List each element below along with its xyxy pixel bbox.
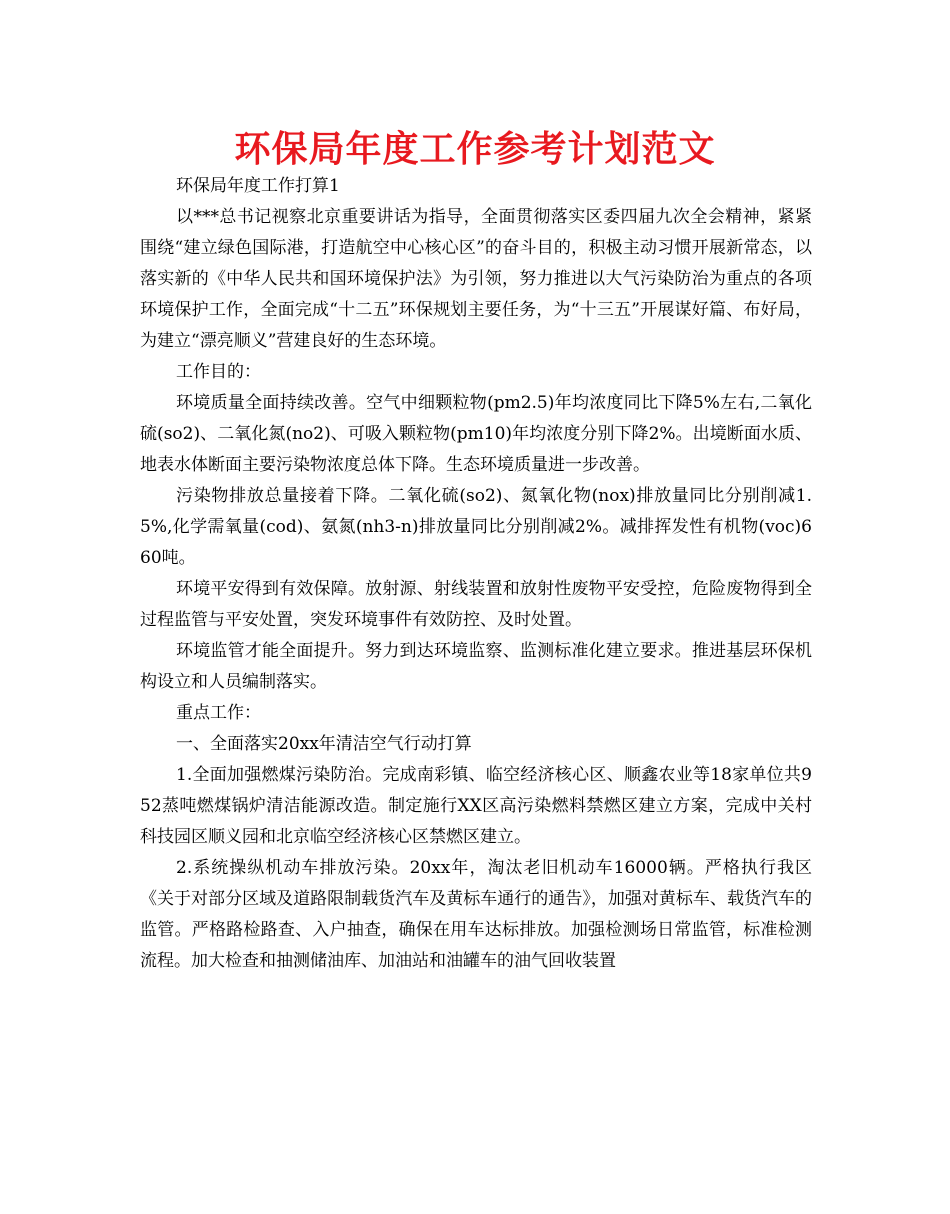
paragraph-3: 工作目的： [176,362,261,382]
document-body [140,171,812,977]
paragraph-11: 2.系统操纵机动车排放污染。20xx年，淘汰老旧机动车16000辆。严格执行我区《关于对部分区域及道路限制载货汽车及黄标车通行的通告》，加强对黄标车、载货汽车的监管。严格路检路查、入户抽查，确保在用车达标排放。加强检测场日常监管，标准检测流程。加大检查和抽测储油库、加油站和油罐车的油气回收装置 [140,858,812,971]
paragraph-2: 以***总书记视察北京重要讲话为指导，全面贯彻落实区委四届九次全会精神，紧紧围绕“建立绿色国际港，打造航空中心核心区”的奋斗目的，积极主动习惯开展新常态，以落实新的《中华人民共和国环境保护法》为引领，努力推进以大气污染防治为重点的各项环境保护工作，全面完成“十二五”环保规划主要任务，为“十三五”开展谋好篇、布好局，为建立“漂亮顺义”营建良好的生态环境。 [140,207,812,351]
paragraph-1: 环保局年度工作打算1 [176,176,340,196]
paragraph-5: 污染物排放总量接着下降。二氧化硫(so2)、氮氧化物(nox)排放量同比分别削减1.5%,化学需氧量(cod)、氨氮(nh3-n)排放量同比分别削减2%。减排挥发性有机物(voc)660吨。 [140,486,812,568]
paragraph-4: 环境质量全面持续改善。空气中细颗粒物(pm2.5)年均浓度同比下降5%左右,二氧化硫(so2)、二氧化氮(no2)、可吸入颗粒物(pm10)年均浓度分别下降2%。出境断面水质、地表水体断面主要污染物浓度总体下降。生态环境质量进一步改善。 [140,393,812,475]
paragraph-9: 一、全面落实20xx年清洁空气行动打算 [176,734,472,754]
paragraph-7: 环境监管才能全面提升。努力到达环境监察、监测标准化建立要求。推进基层环保机构设立和人员编制落实。 [140,641,812,692]
paragraph-6: 环境平安得到有效保障。放射源、射线装置和放射性废物平安受控，危险废物得到全过程监管与平安处置，突发环境事件有效防控、及时处置。 [140,579,812,630]
paragraph-10: 1.全面加强燃煤污染防治。完成南彩镇、临空经济核心区、顺鑫农业等18家单位共952蒸吨燃煤锅炉清洁能源改造。制定施行XX区高污染燃料禁燃区建立方案，完成中关村科技园区顺义园和北京临空经济核心区禁燃区建立。 [140,765,812,847]
paragraph-8: 重点工作： [176,703,261,723]
document-title: 环保局年度工作参考计划范文 [234,129,716,170]
